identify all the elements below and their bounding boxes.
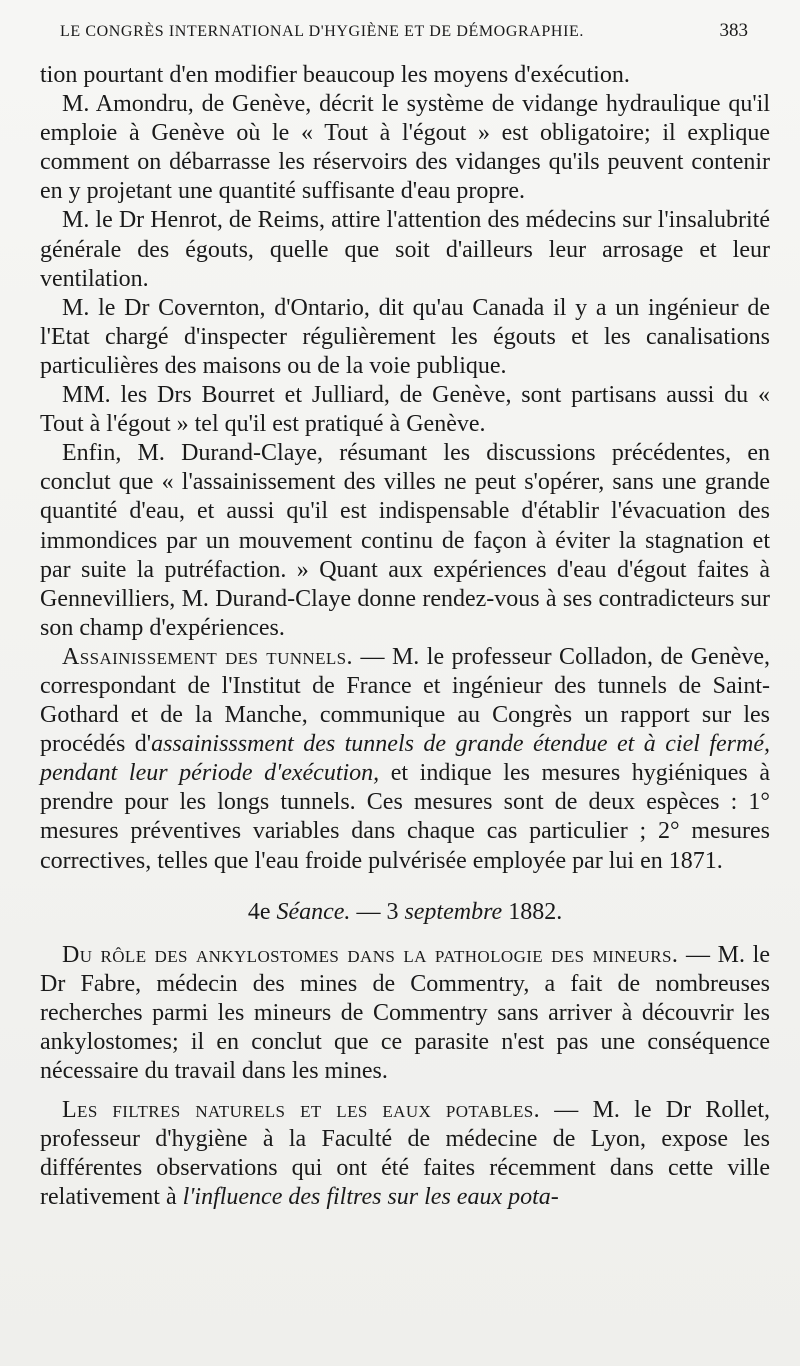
filtres-text-a: — M. le Dr Rollet, professeur d'hygiène à la Faculté de médecine de Lyon, expose les différentes observations qui ont été faites récemment dans cette ville relativement à	[40, 1097, 770, 1211]
session-year: 1882.	[502, 898, 563, 925]
session-month: septembre	[404, 898, 503, 925]
filtres-italic: l'influence des filtres sur les eaux pota-	[182, 1184, 559, 1211]
paragraph-covernton: M. le Dr Covernton, d'Ontario, dit qu'au Canada il y a un ingénieur de l'Etat chargé d'inspecter régulièrement les égouts et les canalisations particulières des maisons ou de la voie publique.	[40, 294, 770, 379]
section-heading-ankylostomes: Du rôle des ankylostomes dans la pathologie des mineurs.	[62, 941, 679, 968]
paragraph-bourret-julliard: MM. les Drs Bourret et Julliard, de Genève, sont partisans aussi du « Tout à l'égout » tel qu'il est pratiqué à Genève.	[40, 382, 770, 438]
session-number: 4e	[247, 898, 271, 925]
paragraph-durand-claye: Enfin, M. Durand-Claye, résumant les discussions précédentes, en conclut que « l'assainissement des villes ne peut s'opérer, sans une grande quantité d'eau, et aussi qu'il est indispensable d'établir l'évacuation des immondices par un mouvement continu de façon à éviter la stagnation et par suite la putréfaction. » Quant aux expériences d'eau d'égout faites à Gennevilliers, M. Durand-Claye donne rendez-vous à ses contradicteurs sur son champ d'expériences.	[40, 440, 770, 641]
tunnels-text-a: — M. le professeur Colladon, de Genève, correspondant de l'Institut de France et ingénieur des tunnels de Saint-Gothard et de la Manche, communique au Congrès un rapport sur les procédés d'	[40, 643, 770, 758]
page-number: 383	[719, 20, 748, 41]
session-label: Séance.	[276, 898, 351, 925]
paragraph-ankylostomes	[40, 941, 770, 1086]
paragraph-filtres	[40, 1096, 770, 1212]
paragraph-amondru: M. Amondru, de Genève, décrit le système de vidange hydraulique qu'il emploie à Genève où le « Tout à l'égout » est obligatoire; il explique comment on débarrasse les réservoirs des vidanges qu'ils peuvent contenir en y projetant une quantité suffisante d'eau propre.	[40, 91, 770, 205]
section-heading-tunnels: Assainissement des tunnels.	[62, 643, 353, 670]
body-text	[40, 61, 770, 1213]
running-title: LE CONGRÈS INTERNATIONAL D'HYGIÈNE ET DE DÉMOGRAPHIE.	[60, 23, 584, 40]
paragraph-henrot: M. le Dr Henrot, de Reims, attire l'attention des médecins sur l'insalubrité générale des égouts, quelle que soit d'ailleurs leur arrosage et leur ventilation.	[40, 207, 770, 292]
paragraph-continuation: tion pourtant d'en modifier beaucoup les moyens d'exécution.	[40, 62, 630, 88]
session-sep: — 3	[350, 898, 405, 925]
ankylostomes-text: — M. le Dr Fabre, médecin des mines de Commentry, a fait de nombreuses recherches parmi les mineurs de Commentry sans arriver à découvrir les ankylostomes; il en conclut que ce parasite n'est pas une conséquence nécessaire du travail dans les mines.	[40, 941, 770, 1085]
tunnels-text-b: et indique les mesures hygiéniques à prendre pour les longs tunnels. Ces mesures sont de deux espèces : 1° mesures préventives variables dans chaque cas particulier ; 2° mesures correctives, telles que l'eau froide pulvérisée employée par lui en 1871.	[40, 760, 771, 874]
running-header	[60, 20, 748, 42]
session-heading	[40, 898, 770, 927]
section-heading-filtres: Les filtres naturels et les eaux potables.	[62, 1097, 541, 1124]
paragraph-tunnels	[40, 643, 770, 876]
tunnels-italic: assainisssment des tunnels de grande étendue et à ciel fermé, pendant leur période d'exécution,	[40, 731, 770, 787]
